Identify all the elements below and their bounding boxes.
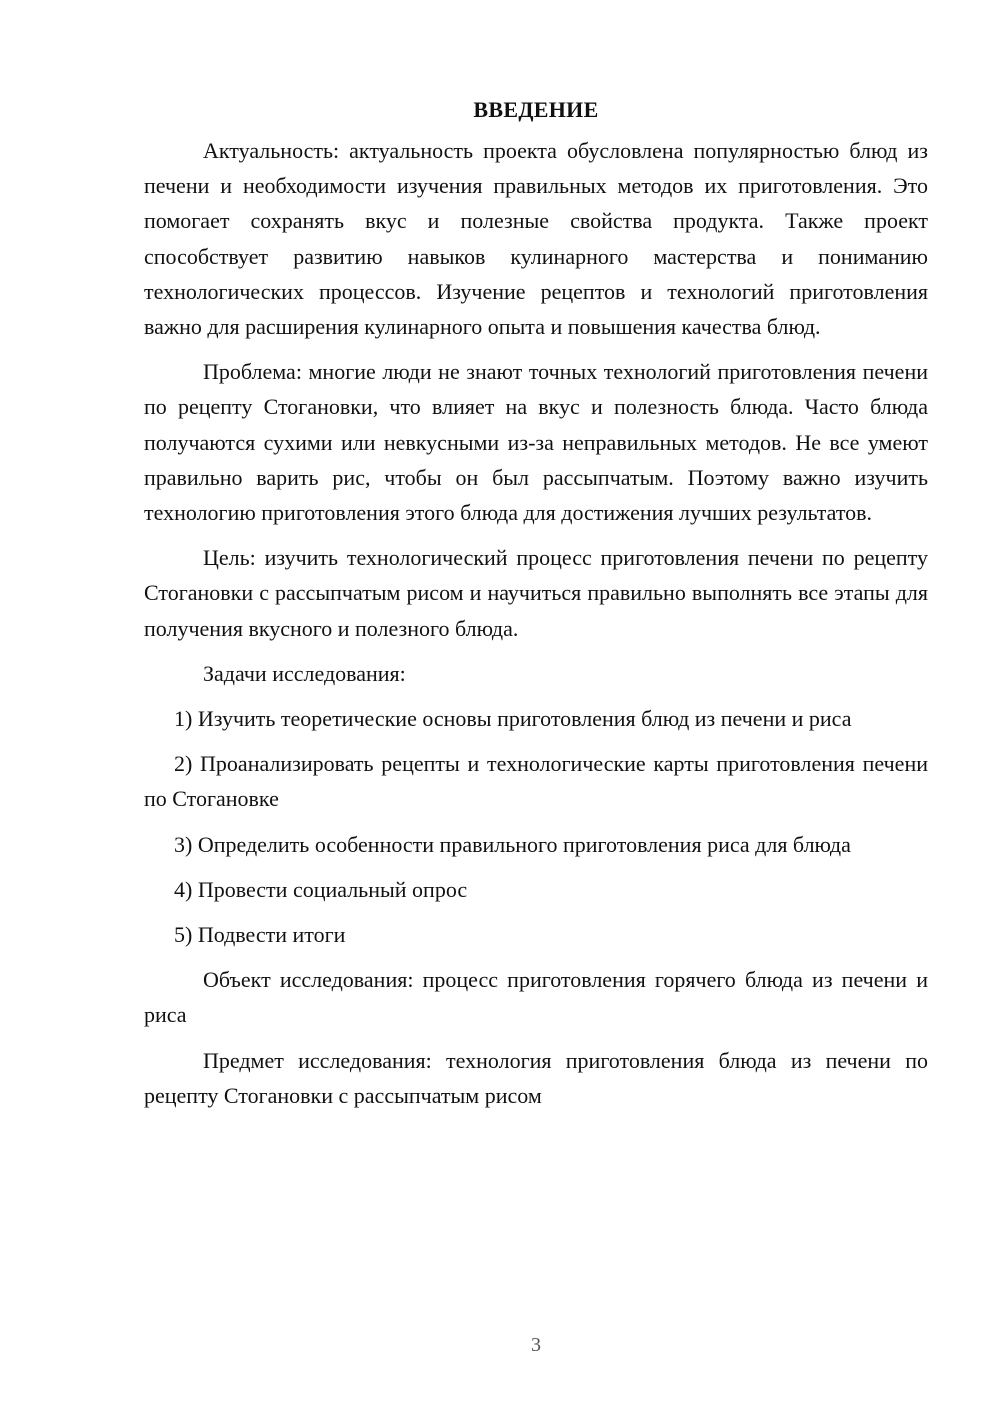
subject-paragraph: Предмет исследования: технология приготовления блюда из печени по рецепту Стогановки с рассыпчатым рисом bbox=[144, 1047, 928, 1108]
goal-paragraph: Цель: изучить технологический процесс приготовления печени по рецепту Стогановки с рассыпчатым рисом и научиться правильно выполнять все этапы для получения вкусного и полезного блюда. bbox=[144, 545, 928, 641]
task-item-3: 3) Определить особенности правильного приготовления риса для блюда bbox=[174, 831, 851, 857]
task-item-1: 1) Изучить теоретические основы приготовления блюд из печени и риса bbox=[174, 706, 852, 732]
relevance-paragraph: Актуальность: актуальность проекта обусловлена популярностью блюд из печени и необходимости изучения правильных методов их приготовления. Это помогает сохранять вкус и полезные свойства продукта. Также проект способствует развитию навыков кулинарного мастерства и пониманию технологических процессов. Изучение рецептов и технологий приготовления важно для расширения кулинарного опыта и повышения качества блюд. bbox=[144, 138, 928, 340]
page-number: 3 bbox=[531, 1334, 541, 1356]
page-title: ВВЕДЕНИЕ bbox=[473, 97, 599, 122]
task-item-4: 4) Провести социальный опрос bbox=[174, 876, 468, 902]
problem-paragraph: Проблема: многие люди не знают точных технологий приготовления печени по рецепту Стогановки, что влияет на вкус и полезность блюда. Часто блюда получаются сухими или невкусными из-за неправильных методов. Не все умеют правильно варить рис, чтобы он был рассыпчатым. Поэтому важно изучить технологию приготовления этого блюда для достижения лучших результатов. bbox=[144, 359, 928, 526]
task-item-2: 2) Проанализировать рецепты и технологические карты приготовления печени по Стогановке bbox=[144, 751, 928, 812]
tasks-heading: Задачи исследования: bbox=[203, 660, 406, 686]
page-content bbox=[144, 92, 928, 1123]
object-paragraph: Объект исследования: процесс приготовления горячего блюда из печени и риса bbox=[144, 967, 928, 1028]
task-item-5: 5) Подвести итоги bbox=[174, 922, 346, 948]
